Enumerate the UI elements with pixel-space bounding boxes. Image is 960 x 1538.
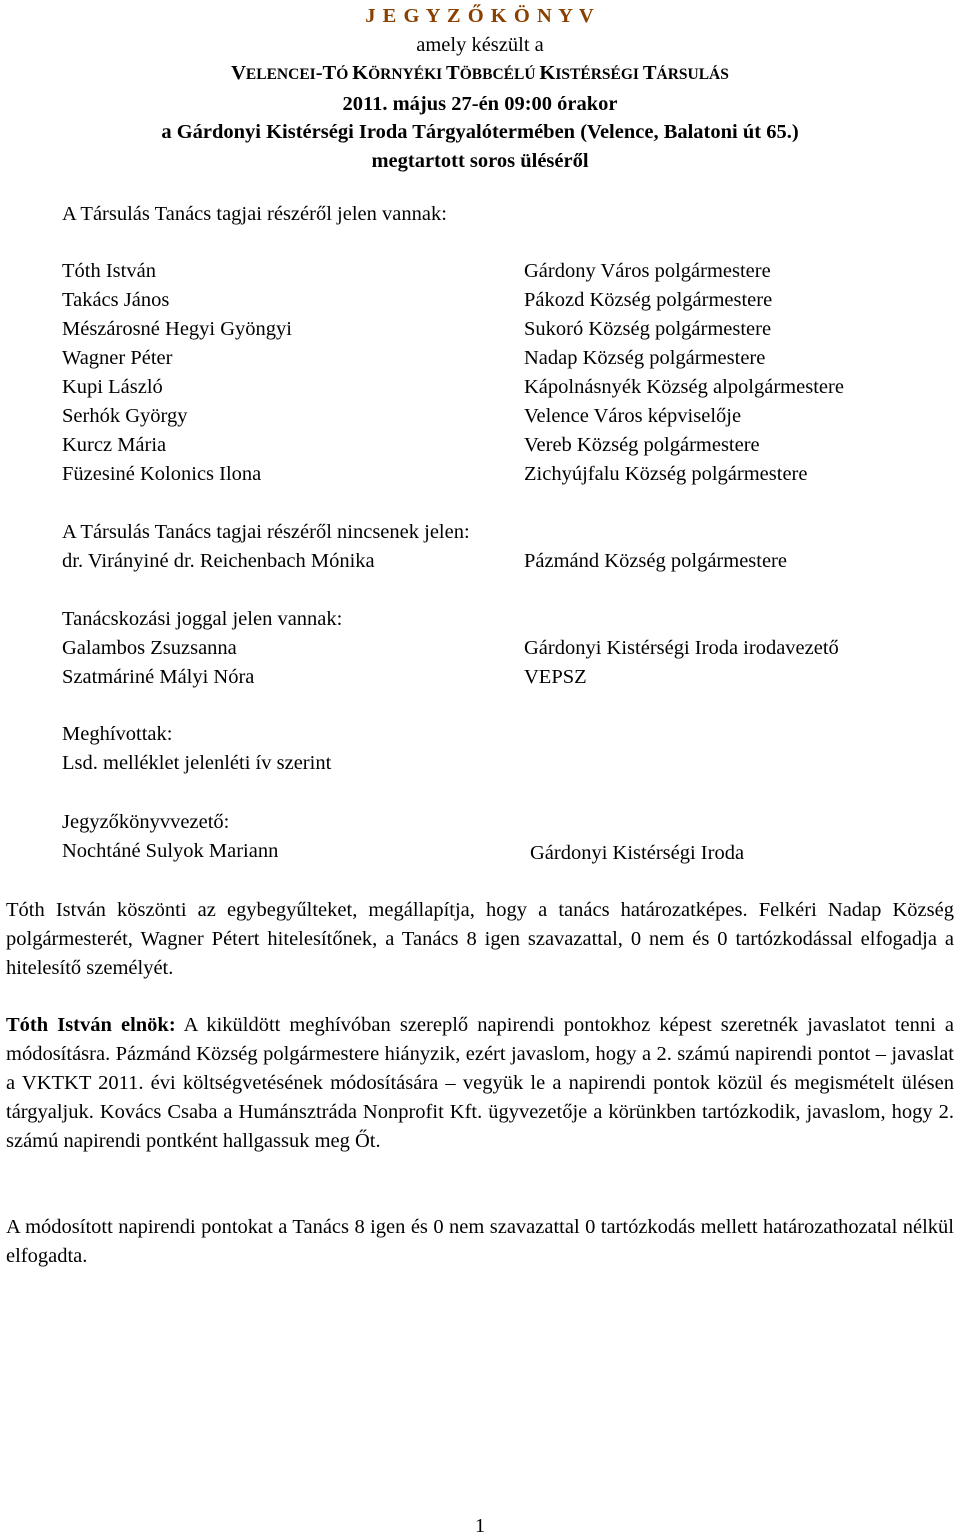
member-role: Gárdony Város polgármestere [524,260,771,282]
document-header [0,2,960,176]
recorder-name: Nochtáné Sulyok Mariann [62,840,279,862]
advisor-role: Gárdonyi Kistérségi Iroda irodavezető [524,637,839,659]
member-name: Takács János [62,289,170,311]
organization-name-part: ISTÉRSÉGI [555,66,643,84]
invited-text: Lsd. melléklet jelenléti ív szerint [62,752,332,774]
organization-name-part: K [352,62,369,85]
organization-name-part: ELENCEI [245,66,316,84]
meeting-type: megtartott soros üléséről [371,149,589,172]
advisory-heading: Tanácskozási joggal jelen vannak: [62,608,343,630]
member-name: Kupi László [62,376,163,398]
organization-name-part: T [642,62,657,85]
advisor-name: Szatmáriné Mályi Nóra [62,666,255,688]
organization-name-part: ÖRNYÉKI [368,66,447,84]
member-name: Tóth István [62,260,156,282]
invited-heading: Meghívottak: [62,723,173,745]
organization-name-part: Ó [336,66,353,84]
absent-names-list [62,547,375,576]
member-role: Zichyújfalu Község polgármestere [524,463,808,485]
advisor-role: VEPSZ [524,666,587,688]
member-role: Nadap Község polgármestere [524,347,766,369]
member-role: Vereb Község polgármestere [524,434,760,456]
member-role: Sukoró Község polgármestere [524,318,772,340]
recorder-role: Gárdonyi Kistérségi Iroda [530,842,745,864]
member-name: Wagner Péter [62,347,173,369]
organization-name-part: V [231,62,246,85]
paragraph-opening [6,896,954,983]
member-role: Pákozd Község polgármestere [524,289,773,311]
present-names-list [62,257,292,489]
paragraph-resolution [6,1213,954,1271]
header-subtitle: amely készült a [416,33,544,56]
organization-name [0,59,960,90]
paragraph-text: A kiküldött meghívóban szereplő napirendi pontokhoz képest szeretnék javaslatot tenni a módosításra. Pázmánd Község polgármestere hiányzik, ezért javaslom, hogy a 2. számú napirendi pontot – javaslat a VKTKT 2011. évi költségvetésének módosítására – vegyük le a napirendi pontok közül és megismételt ülésen tárgyaljuk. Kovács Csaba a Humánsztráda Nonprofit Kft. ügyvezetője a körünkben tartózkodik, javaslom, hogy 2. számú napirendi pontként hallgassuk meg Őt. [6,1014,954,1152]
member-name: Serhók György [62,405,188,427]
organization-name-part: ÖBBCÉLÚ [459,66,540,84]
present-heading: A Társulás Tanács tagjai részéről jelen vannak: [62,203,447,225]
absent-roles-list [524,547,787,576]
recorder-heading: Jegyzőkönyvvezető: [62,811,230,833]
present-roles-list [524,257,844,489]
page-number: 1 [474,1515,486,1537]
organization-name-part: T [446,62,460,85]
meeting-place: a Gárdonyi Kistérségi Iroda Tárgyalótermében (Velence, Balatoni út 65.) [161,121,799,144]
organization-name-part: -T [315,62,337,85]
member-role: Kápolnásnyék Község alpolgármestere [524,376,844,398]
meeting-date: 2011. május 27-én 09:00 órakor [342,92,618,115]
paragraph-text: Tóth István köszönti az egybegyűlteket, megállapítja, hogy a tanács határozatképes. Felkéri Nadap Község polgármesterét, Wagner Pétert hitelesítőnek, a Tanács 8 igen szavazattal, 0 nem és 0 tartózkodással elfogadja a hitelesítő személyét. [6,899,954,979]
member-role: Velence Város képviselője [524,405,742,427]
paragraph-chair-proposal [6,1011,954,1156]
member-name: Kurcz Mária [62,434,167,456]
organization-name-part: K [539,62,556,85]
paragraph-text: A módosított napirendi pontokat a Tanács 8 igen és 0 nem szavazattal 0 tartózkodás mellett határozathozatal nélkül elfogadta. [6,1216,954,1267]
absent-heading: A Társulás Tanács tagjai részéről nincsenek jelen: [62,521,470,543]
advisory-roles-list [524,634,839,692]
member-name: Füzesiné Kolonics Ilona [62,463,262,485]
document-title: J E G Y Z Ő K Ö N Y V [365,5,595,27]
speaker-label: Tóth István elnök: [6,1014,176,1036]
member-name: dr. Virányiné dr. Reichenbach Mónika [62,550,375,572]
advisory-names-list [62,634,254,692]
organization-name-part: ÁRSULÁS [656,66,729,84]
member-name: Mészárosné Hegyi Gyöngyi [62,318,293,340]
member-role: Pázmánd Község polgármestere [524,550,787,572]
advisor-name: Galambos Zsuzsanna [62,637,237,659]
